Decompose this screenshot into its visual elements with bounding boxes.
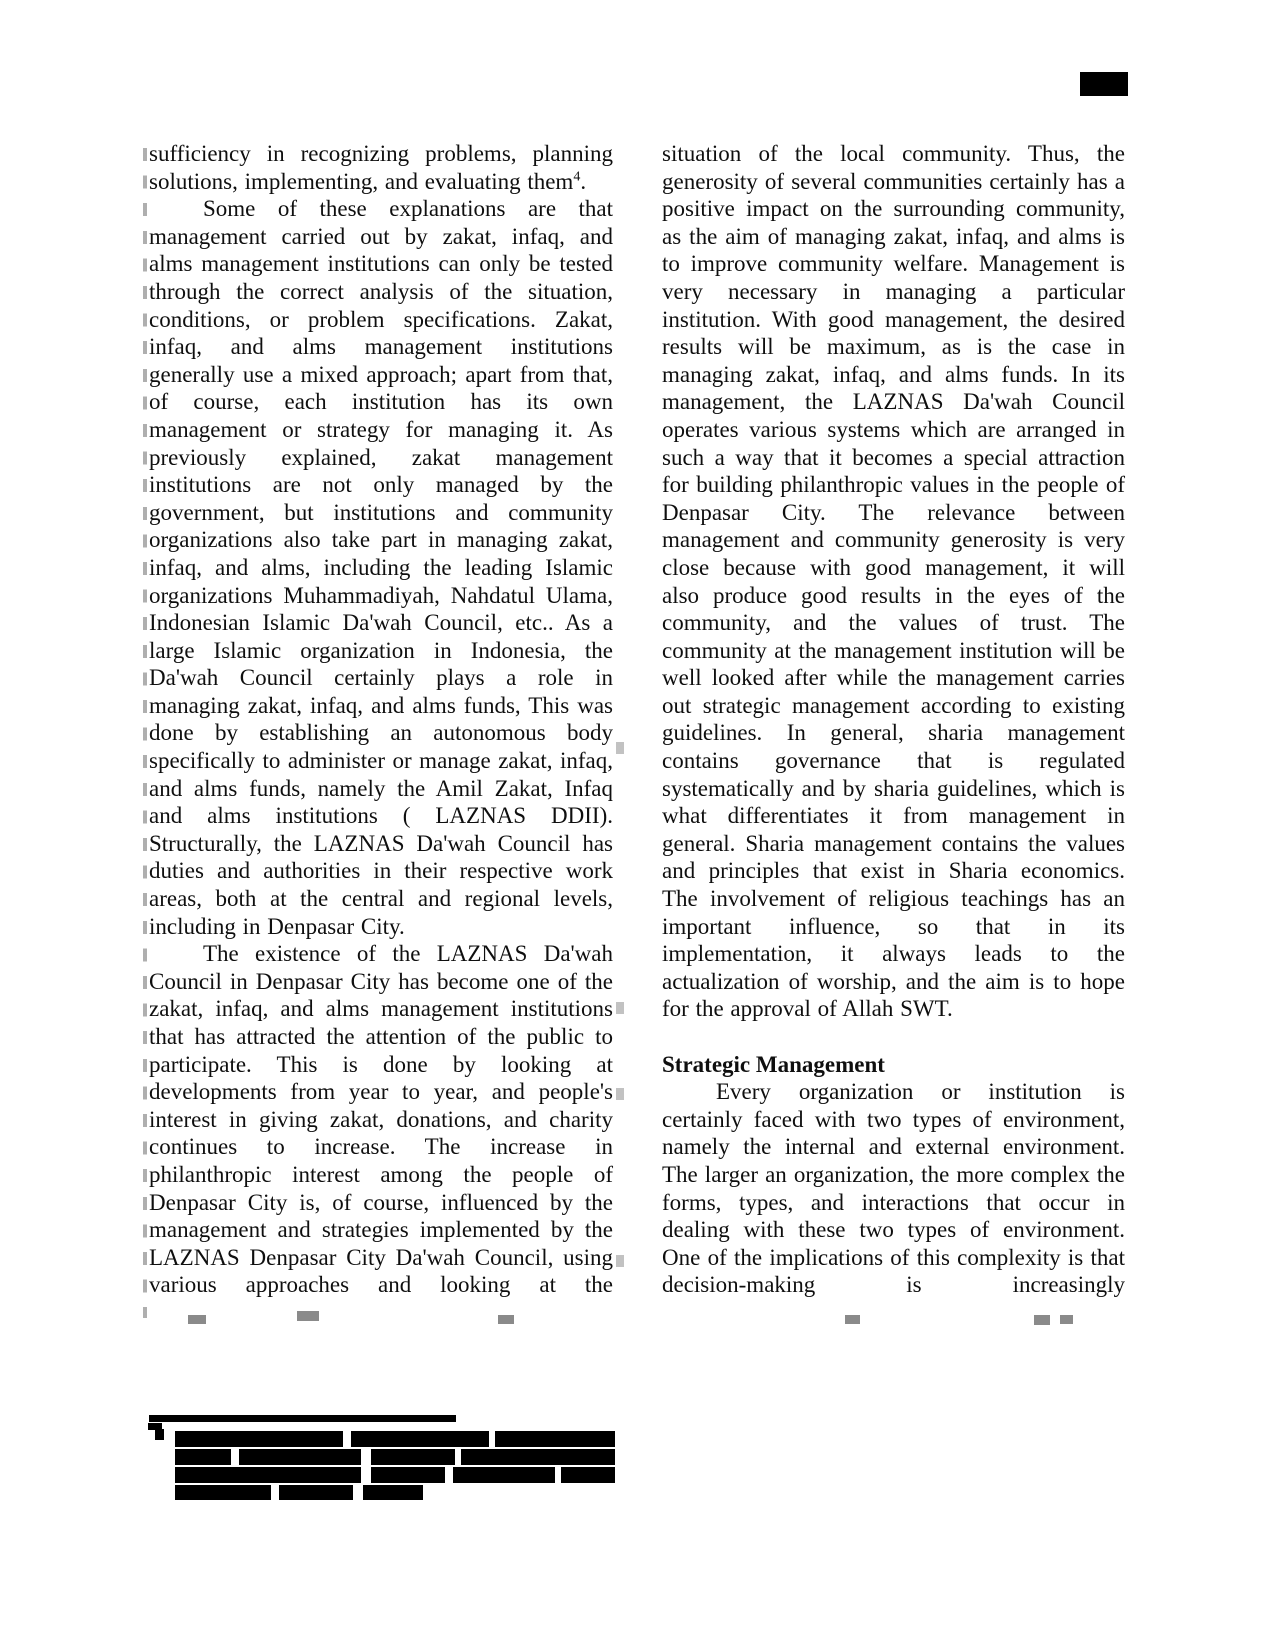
scan-artifact <box>616 1255 624 1267</box>
paragraph: Every organization or institution is certainly faced with two types of environment, namely the internal and external environment. The larger an organization, the more complex the forms, types, and interactions that occur in dealing with these two types of environment. One of the implications of this complexity is that decision-making is increasingly <box>662 1079 1125 1298</box>
paragraph-continuation: situation of the local community. Thus, the generosity of several communities certainly has a positive impact on the surrounding community, as the aim of managing zakat, infaq, and alms is to improve community welfare. Management is very necessary in managing a particular institution. With good management, the desired results will be maximum, as is the case in managing zakat, infaq, and alms funds. In its management, the LAZNAS Da'wah Council operates various systems which are arranged in such a way that it becomes a special attraction for building philanthropic values in the people of Denpasar City. The relevance between management and community generosity is very close because with good management, it will also produce good results in the eyes of the community, and the values of trust. The community at the management institution will be well looked after while the management carries out strategic management according to existing guidelines. In general, sharia management contains governance that is regulated systematically and by sharia guidelines, which is what differentiates it from management in general. Sharia management contains the values and principles that exist in Sharia economics. The involvement of religious teachings has an important influence, so that in its implementation, it always leads to the actualization of worship, and the aim is to hope for the approval of Allah SWT. <box>662 141 1125 1022</box>
left-column <box>149 140 613 1299</box>
scan-artifact <box>616 742 624 754</box>
footnote-marker: 4 <box>573 168 581 184</box>
redacted-footnote <box>175 1431 615 1502</box>
scan-artifact-left-margin <box>143 148 147 1318</box>
section-heading: Strategic Management <box>662 1051 885 1077</box>
redacted-footnote-line <box>175 1449 615 1465</box>
scan-artifact <box>297 1311 319 1321</box>
scan-artifact <box>1060 1315 1073 1324</box>
scan-artifact <box>616 1088 624 1100</box>
paragraph-text: sufficiency in recognizing problems, planning solutions, implementing, and evaluating them <box>149 141 613 194</box>
paragraph-continuation <box>149 140 613 195</box>
footnote-marker-redacted <box>155 1429 164 1440</box>
scan-artifact <box>1034 1315 1050 1325</box>
redacted-footnote-line <box>175 1431 615 1447</box>
paragraph-text: . <box>580 168 587 194</box>
paragraph: The existence of the LAZNAS Da'wah Council in Denpasar City has become one of the zakat, infaq, and alms management institutions that has attracted the attention of the public to participate. This is done by looking at developments from year to year, and people's interest in giving zakat, donations, and charity continues to increase. The increase in philanthropic interest among the people of Denpasar City is, of course, influenced by the management and strategies implemented by the LAZNAS Denpasar City Da'wah Council, using various approaches and looking at the <box>149 941 613 1298</box>
redacted-footnote-line <box>175 1485 615 1500</box>
redacted-footnote-line <box>175 1467 615 1483</box>
scan-artifact <box>845 1315 860 1324</box>
paragraph: Some of these explanations are that management carried out by zakat, infaq, and alms management institutions can only be tested through the correct analysis of the situation, conditions, or problem specifications. Zakat, infaq, and alms management institutions generally use a mixed approach; apart from that, of course, each institution has its own management or strategy for managing it. As previously explained, zakat management institutions are not only managed by the government, but institutions and community organizations also take part in managing zakat, infaq, and alms, including the leading Islamic organizations Muhammadiyah, Nahdatul Ulama, Indonesian Islamic Da'wah Council, etc.. As a large Islamic organization in Indonesia, the Da'wah Council certainly plays a role in managing zakat, infaq, and alms funds, This was done by establishing an autonomous body specifically to administer or manage zakat, infaq, and alms funds, namely the Amil Zakat, Infaq and alms institutions ( LAZNAS DDII). Structurally, the LAZNAS Da'wah Council has duties and authorities in their respective work areas, both at the central and regional levels, including in Denpasar City. <box>149 196 613 939</box>
right-column <box>662 140 1125 1299</box>
scan-artifact <box>616 1002 624 1014</box>
footnote-separator-redacted <box>149 1415 456 1422</box>
redacted-page-number <box>1080 72 1128 96</box>
scan-artifact <box>498 1315 514 1324</box>
scan-artifact <box>188 1315 206 1324</box>
